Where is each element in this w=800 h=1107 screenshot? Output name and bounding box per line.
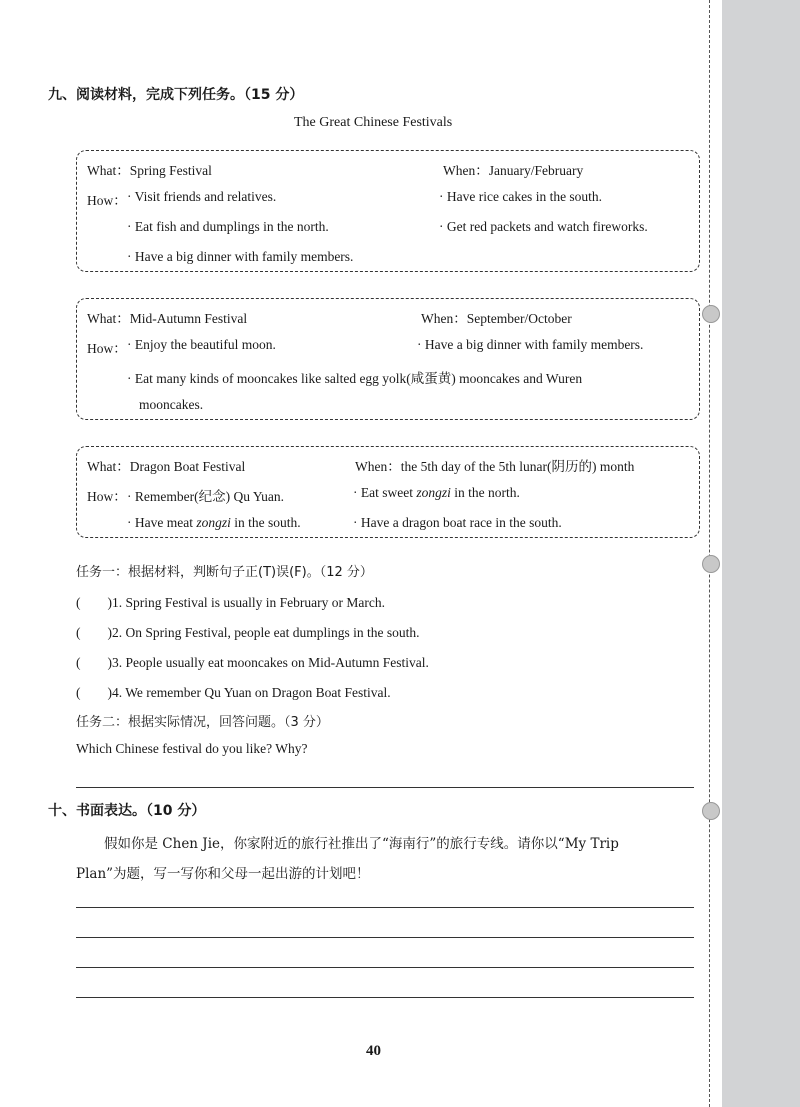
list-item: · Have rice cakes in the south. (439, 189, 603, 204)
writing-prompt-line-2: Plan”为题，写一写你和父母一起出游的计划吧！ (76, 866, 370, 882)
mid-autumn-festival-box (76, 298, 700, 420)
section-9-heading: 九、阅读材料，完成下列任务。（15 分） (48, 87, 304, 103)
list-item-continued: mooncakes. (139, 397, 204, 412)
section-10-heading: 十、书面表达。（10 分） (48, 803, 206, 819)
task-1-heading: 任务一：根据材料，判断句子正(T)误(F)。（12 分） (76, 565, 373, 580)
list-item: · Eat fish and dumplings in the north. (127, 219, 329, 234)
page-number: 40 (366, 1043, 381, 1059)
list-item: · Have a big dinner with family members. (127, 249, 354, 264)
question-2[interactable]: ( )2. On Spring Festival, people eat dumplings in the south. (76, 625, 420, 640)
list-item: · Have meat zongzi in the south. (127, 515, 301, 530)
spring-festival-box (76, 150, 700, 272)
when-line: When：January/February (443, 163, 584, 178)
list-item: · Eat many kinds of mooncakes like salted egg yolk(咸蛋黄) mooncakes and Wuren (127, 371, 583, 386)
writing-prompt-line-1: 假如你是 Chen Jie，你家附近的旅行社推出了“海南行”的旅行专线。请你以“My Trip (104, 836, 619, 852)
how-label: How： (87, 193, 127, 208)
writing-line[interactable] (76, 907, 694, 908)
question-3[interactable]: ( )3. People usually eat mooncakes on Mid-Autumn Festival. (76, 655, 429, 670)
when-line: When：September/October (421, 311, 572, 326)
dragon-boat-festival-box (76, 446, 700, 538)
list-item: · Have a big dinner with family members. (417, 337, 644, 352)
list-item: · Visit friends and relatives. (127, 189, 277, 204)
task-2-question: Which Chinese festival do you like? Why? (76, 741, 308, 756)
what-line: What：Dragon Boat Festival (87, 459, 246, 474)
question-4[interactable]: ( )4. We remember Qu Yuan on Dragon Boat Festival. (76, 685, 391, 700)
question-1[interactable]: ( )1. Spring Festival is usually in February or March. (76, 595, 385, 610)
binding-hole-marker (702, 802, 720, 820)
answer-line[interactable] (76, 787, 694, 788)
binding-hole-marker (702, 555, 720, 573)
binding-hole-marker (702, 305, 720, 323)
list-item: · Remember(纪念) Qu Yuan. (127, 489, 284, 504)
list-item: · Have a dragon boat race in the south. (353, 515, 562, 530)
what-line: What：Spring Festival (87, 163, 212, 178)
binding-margin (722, 0, 800, 1107)
writing-line[interactable] (76, 997, 694, 998)
reading-title: The Great Chinese Festivals (294, 115, 453, 130)
how-label: How： (87, 341, 127, 356)
list-item: · Get red packets and watch fireworks. (439, 219, 648, 234)
writing-line[interactable] (76, 967, 694, 968)
when-line: When：the 5th day of the 5th lunar(阴历的) month (355, 459, 635, 474)
task-2-heading: 任务二：根据实际情况，回答问题。（3 分） (76, 715, 329, 730)
writing-line[interactable] (76, 937, 694, 938)
list-item: · Enjoy the beautiful moon. (127, 337, 276, 352)
list-item: · Eat sweet zongzi in the north. (353, 485, 520, 500)
how-label: How： (87, 489, 127, 504)
what-line: What：Mid-Autumn Festival (87, 311, 248, 326)
cut-line (709, 0, 710, 1107)
